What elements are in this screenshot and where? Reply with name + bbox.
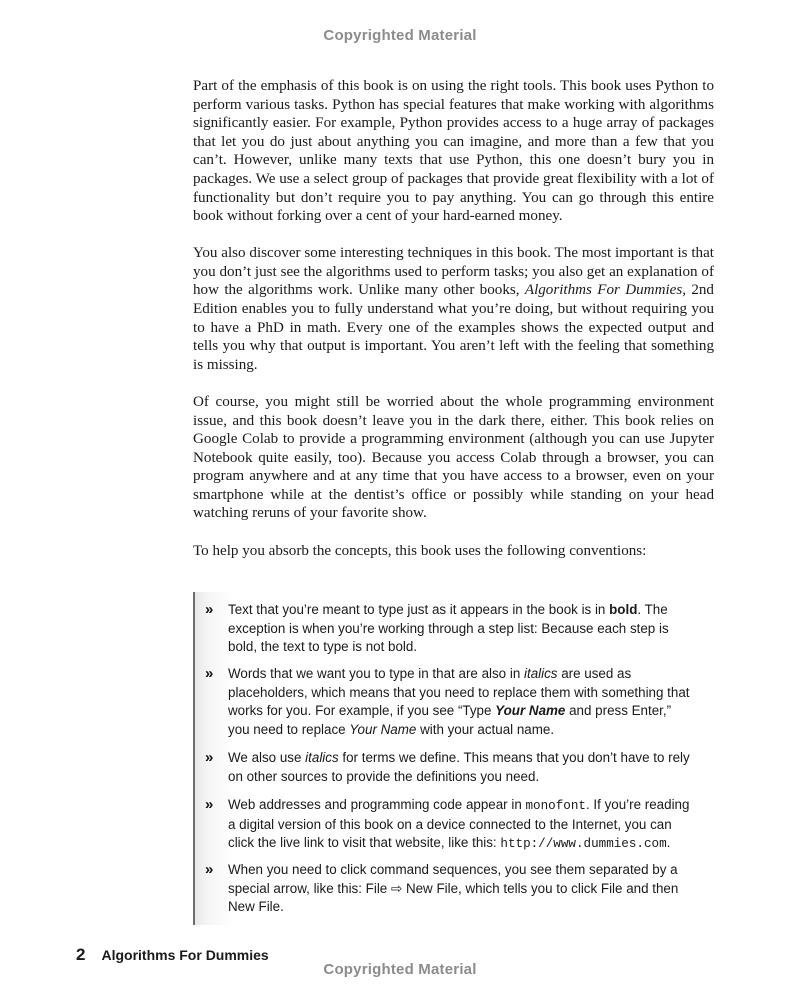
paragraph-conventions-intro: To help you absorb the concepts, this book uses the following conventions: bbox=[193, 542, 647, 559]
chevron-bullet-icon: » bbox=[205, 601, 214, 618]
book-title-inline: Algorithms For Dummies, bbox=[524, 282, 687, 299]
text-run: Words that we want you to type in that are also in bbox=[228, 666, 524, 681]
text-run: and press Enter,” you need to replace bbox=[228, 703, 672, 738]
text-run: Web addresses and programming code appear in bbox=[228, 797, 526, 812]
chevron-bullet-icon: » bbox=[205, 861, 214, 878]
text-run: . If you’re reading a digital version of this book on a device connected to the Internet, you can click the live link to visit that website, like this: bbox=[228, 797, 690, 851]
chevron-bullet-icon: » bbox=[205, 665, 214, 682]
text-run: New File, which tells you to click File and then New File. bbox=[228, 880, 679, 915]
command-arrow-icon: ⇨ bbox=[390, 880, 403, 896]
bold-run: bold bbox=[609, 602, 638, 617]
italic-run: Your Name bbox=[349, 722, 417, 738]
text-run: for terms we define. This means that you don’t have to rely on other sources to provide the definitions you need. bbox=[228, 750, 690, 784]
italic-run: italics bbox=[524, 666, 558, 681]
convention-text bbox=[228, 601, 691, 657]
italic-run: italics bbox=[305, 750, 339, 765]
copyright-watermark-top: Copyrighted Material bbox=[323, 27, 477, 44]
text-run: We also use bbox=[228, 750, 306, 765]
convention-item-bold bbox=[205, 601, 691, 657]
chevron-bullet-icon: » bbox=[205, 796, 214, 813]
url-example[interactable]: http://www.dummies.com bbox=[500, 837, 667, 852]
paragraph-techniques bbox=[193, 244, 714, 374]
body-text bbox=[193, 77, 714, 579]
convention-text bbox=[228, 796, 691, 854]
convention-item-italics-terms bbox=[205, 749, 691, 786]
convention-text bbox=[228, 665, 691, 740]
text-run: Text that you’re meant to type just as it appears in the book is in bbox=[228, 602, 610, 617]
text-run: When you need to click command sequences, you see them separated by a special arrow, like this: File bbox=[228, 862, 678, 896]
chevron-bullet-icon: » bbox=[205, 749, 214, 766]
text-run: . bbox=[666, 835, 671, 851]
convention-text bbox=[228, 861, 691, 917]
page-number: 2 bbox=[76, 945, 86, 964]
convention-item-italics-placeholders bbox=[205, 665, 691, 740]
copyright-watermark-bottom: Copyrighted Material bbox=[323, 961, 477, 978]
paragraph-environment: Of course, you might still be worried about the whole programming environment issue, and this book doesn’t leave you in the dark there, either. This book relies on Google Colab to provide a programming environment (although you can use Jupyter Notebook quite easily, too). Because you access Colab through a browser, you can program anywhere and at any time that you have access to a browser, even on your smartphone while at the dentist’s office or possibly while standing on your head watching reruns of your favorite show. bbox=[193, 393, 714, 522]
convention-item-command-arrow bbox=[205, 861, 691, 917]
paragraph-techniques-a: You also discover some interesting techniques in this book. The most important is that you don’t just see the algorithms used to perform tasks; you also get an explanation of how the algorithms work. Unlike many other books, bbox=[193, 245, 714, 299]
text-run: are used as placeholders, which means that you need to replace them with something that works for you. For example, if you see “Type bbox=[228, 666, 690, 719]
mono-run: monofont bbox=[525, 799, 586, 813]
bold-italic-run: Your Name bbox=[495, 703, 566, 719]
text-run: . The exception is when you’re working through a step list: Because each step is bold, the text to type is not bold. bbox=[228, 602, 669, 655]
convention-item-monofont bbox=[205, 796, 691, 854]
text-run: with your actual name. bbox=[416, 722, 555, 738]
conventions-list bbox=[193, 592, 707, 925]
paragraph-tools: Part of the emphasis of this book is on using the right tools. This book uses Python to perform various tasks. Python has special features that make working with algorithms significantly easier. For example, Python provides access to a huge array of packages that let you do just about anything you can imagine, and more than a few that you can’t. However, unlike many texts that use Python, this one doesn’t bury you in packages. We use a select group of packages that provide great flexibility with a lot of functionality but don’t require you to pay anything. You can go through this entire book without forking over a cent of your hard-earned money. bbox=[193, 78, 714, 225]
footer-book-title: Algorithms For Dummies bbox=[101, 947, 269, 963]
convention-text bbox=[228, 749, 691, 786]
paragraph-techniques-b: 2nd Edition enables you to fully understand what you’re doing, but without requiring you to have a PhD in math. Every one of the examples shows the expected output and tells you why that output is important. You aren’t left with the feeling that something is missing. bbox=[193, 282, 714, 373]
